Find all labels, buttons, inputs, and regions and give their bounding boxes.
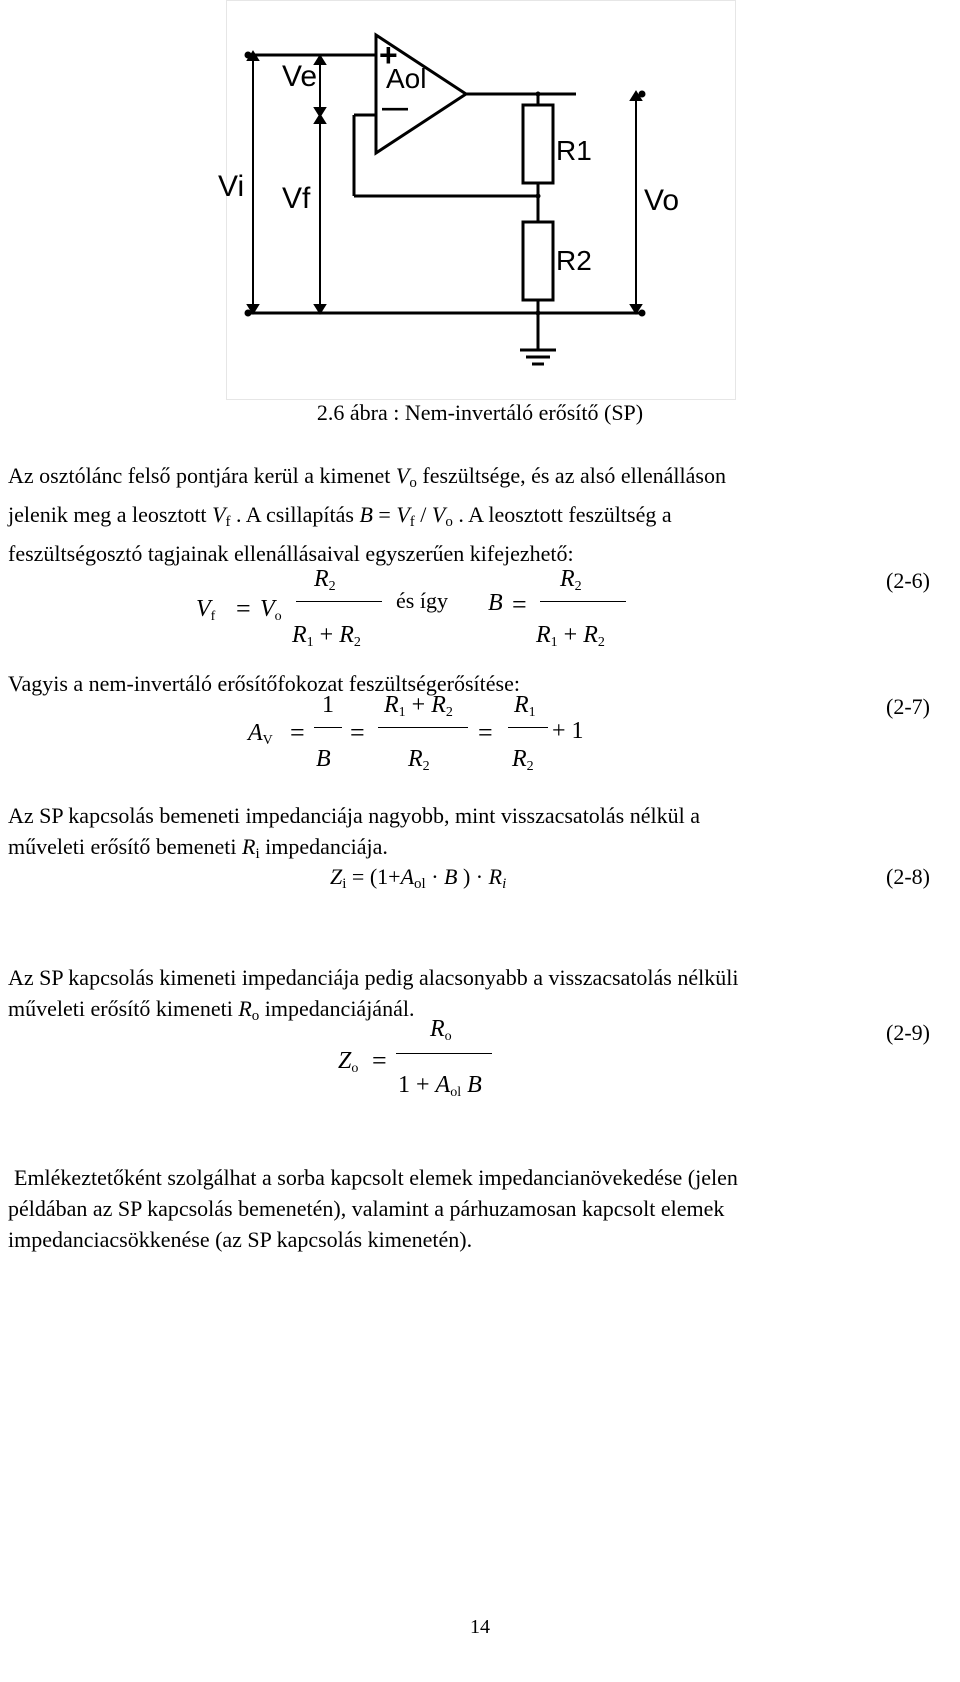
vf-label: Vf	[282, 182, 311, 215]
eq26-middle-text: és így	[396, 588, 448, 613]
vi-label: Vi	[218, 170, 245, 203]
plus-label: +	[379, 37, 398, 73]
eq27-den-2: $R_2$	[408, 746, 430, 774]
eq26-fraction-line-1	[296, 601, 382, 602]
paragraph-3: Az SP kapcsolás bemeneti impedanciája nagyobb, mint visszacsatolás nélkül a műveleti erősítő bemeneti $R_i$ impedanciája.	[8, 803, 701, 862]
eq26-equals: =	[236, 594, 251, 623]
eq27-eq-2: =	[350, 718, 365, 747]
eq26-num-2: $R_2$	[560, 566, 582, 594]
paragraph-4: Az SP kapcsolás kimeneti impedanciája pedig alacsonyabb a visszacsatolás nélküli műveleti erősítő kimeneti $R_o$ impedanciájánál.	[8, 965, 739, 1024]
aol-label: Aol	[386, 63, 427, 94]
eq29-den: $1 + A_{ol}$ B	[398, 1072, 482, 1100]
eq27-num-3: $R_1$	[514, 692, 536, 720]
eq27-num-2: $R_1 + R_2$	[384, 692, 453, 720]
eq26-number: (2-6)	[886, 568, 930, 593]
eq26-lhs: $V_f$	[196, 596, 216, 624]
r2-label: R2	[556, 245, 592, 276]
r2-resistor	[523, 222, 553, 300]
r1-label: R1	[556, 135, 592, 166]
eq29-lhs: $Z_o$	[338, 1048, 359, 1076]
eq29-num: $R_o$	[430, 1016, 452, 1044]
eq29-fraction-line	[396, 1053, 492, 1054]
paragraph-5: Emlékeztetőként szolgálhat a sorba kapcsolt elemek impedancianövekedése (jelen példában az SP kapcsolás bemenetén), valamint a párhuzamosan kapcsolt elemek impedanciacsökkenése (az SP kapcsolás kimenetén).	[8, 1165, 738, 1252]
figure-caption: 2.6 ábra : Nem-invertáló erősítő (SP)	[316, 400, 644, 425]
eq27-one: 1	[322, 692, 334, 718]
eq27-number: (2-7)	[886, 694, 930, 719]
eq27-eq-1: =	[290, 718, 305, 747]
eq28-expression: $Z_i = (1+A_{ol} \cdot B$ ) · $R_i$	[330, 864, 507, 892]
eq27-b: B	[316, 746, 331, 772]
eq26-equals-2: =	[512, 590, 527, 619]
eq27-lhs: $A_V$	[248, 720, 273, 748]
paragraph-2: Vagyis a nem-invertáló erősítőfokozat feszültségerősítése:	[8, 671, 520, 696]
page-number: 14	[470, 1616, 490, 1638]
eq28-number: (2-8)	[886, 864, 930, 889]
vo-label: Vo	[644, 184, 680, 217]
eq27-den-3: $R_2$	[512, 746, 534, 774]
eq27-fraction-line-1	[314, 727, 342, 728]
ve-label: Ve	[282, 60, 318, 93]
eq27-fraction-line-3	[508, 727, 548, 728]
eq27-eq-3: =	[478, 718, 493, 747]
eq26-num-1: $R_2$	[314, 566, 336, 594]
vo-bottom-terminal	[639, 310, 646, 317]
eq26-b: B	[488, 590, 503, 616]
opamp-circuit-diagram	[218, 0, 736, 400]
r1-resistor	[523, 105, 553, 183]
eq27-fraction-line-2	[378, 727, 468, 728]
eq27-plus-one: + 1	[552, 718, 584, 744]
eq26-vo: $V_o$	[260, 596, 282, 624]
eq26-den-1: $R_1 + R_2$	[292, 622, 361, 650]
eq26-fraction-line-2	[540, 601, 626, 602]
eq26-den-2: $R_1 + R_2$	[536, 622, 605, 650]
minus-label: —	[382, 92, 408, 122]
paragraph-1: Az osztólánc felső pontjára kerül a kimenet $V_o$ feszültsége, és az alsó ellenálláson jelenik meg a leosztott $V_f$ . A csillapítás $B = V_f / V_o$ . A leosztott feszültség a feszültségosztó tagjainak ellenállásaival egyszerűen kifejezhető:	[8, 463, 726, 566]
eq29-eq: =	[372, 1046, 387, 1075]
eq29-number: (2-9)	[886, 1020, 930, 1045]
